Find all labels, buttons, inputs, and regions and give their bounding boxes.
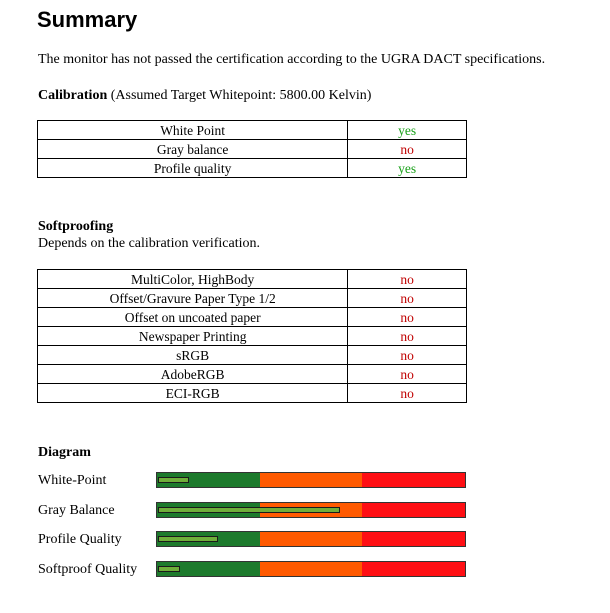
softproofing-table bbox=[37, 269, 467, 403]
softproofing-row-result: no bbox=[348, 289, 467, 308]
calibration-row-label: Profile quality bbox=[38, 159, 348, 178]
diagram-row-label: Softproof Quality bbox=[38, 562, 138, 577]
diagram-zone-red bbox=[362, 532, 465, 546]
calibration-row bbox=[38, 121, 467, 140]
calibration-title: Calibration bbox=[38, 88, 108, 103]
softproofing-row-label: MultiColor, HighBody bbox=[38, 270, 348, 289]
diagram-bar bbox=[156, 561, 466, 577]
softproofing-row bbox=[38, 270, 467, 289]
diagram-zone-orange bbox=[260, 562, 363, 576]
calibration-row-label: White Point bbox=[38, 121, 348, 140]
calibration-row bbox=[38, 140, 467, 159]
diagram-zone-red bbox=[362, 562, 465, 576]
softproofing-row-result: no bbox=[348, 346, 467, 365]
softproofing-row-label: ECI-RGB bbox=[38, 384, 348, 403]
diagram-zone-red bbox=[362, 503, 465, 517]
softproofing-row-result: no bbox=[348, 327, 467, 346]
softproofing-description: Depends on the calibration verification. bbox=[38, 236, 260, 251]
softproofing-row bbox=[38, 308, 467, 327]
diagram-bar bbox=[156, 502, 466, 518]
diagram-row-label: Gray Balance bbox=[38, 503, 115, 518]
diagram-zone-orange bbox=[260, 473, 363, 487]
diagram-bar bbox=[156, 472, 466, 488]
softproofing-row-label: Newspaper Printing bbox=[38, 327, 348, 346]
diagram-zone-orange bbox=[260, 532, 363, 546]
calibration-row-label: Gray balance bbox=[38, 140, 348, 159]
softproofing-row bbox=[38, 365, 467, 384]
calibration-row bbox=[38, 159, 467, 178]
calibration-table bbox=[37, 120, 467, 178]
calibration-row-result: no bbox=[348, 140, 467, 159]
softproofing-row-label: sRGB bbox=[38, 346, 348, 365]
softproofing-row-label: Offset on uncoated paper bbox=[38, 308, 348, 327]
softproofing-row bbox=[38, 384, 467, 403]
softproofing-row-result: no bbox=[348, 384, 467, 403]
softproofing-row-result: no bbox=[348, 270, 467, 289]
diagram-level-indicator bbox=[158, 566, 180, 572]
page-title: Summary bbox=[37, 7, 138, 32]
diagram-level-indicator bbox=[158, 536, 218, 542]
diagram-heading: Diagram bbox=[38, 445, 91, 460]
diagram-row-label: Profile Quality bbox=[38, 532, 122, 547]
diagram-row bbox=[0, 502, 610, 520]
diagram-level-indicator bbox=[158, 477, 189, 483]
diagram-row-label: White-Point bbox=[38, 473, 107, 488]
softproofing-row bbox=[38, 327, 467, 346]
calibration-heading bbox=[38, 87, 371, 105]
softproofing-row-label: Offset/Gravure Paper Type 1/2 bbox=[38, 289, 348, 308]
softproofing-heading: Softproofing bbox=[38, 219, 114, 234]
softproofing-row-result: no bbox=[348, 308, 467, 327]
diagram-bar bbox=[156, 531, 466, 547]
calibration-row-result: yes bbox=[348, 121, 467, 140]
summary-intro: The monitor has not passed the certification according to the UGRA DACT specifications. bbox=[38, 52, 546, 67]
diagram-zone-red bbox=[362, 473, 465, 487]
softproofing-row bbox=[38, 346, 467, 365]
diagram-row bbox=[0, 561, 610, 579]
calibration-subtitle: (Assumed Target Whitepoint: 5800.00 Kelvin) bbox=[110, 88, 372, 103]
diagram-level-indicator bbox=[158, 507, 340, 513]
softproofing-row-label: AdobeRGB bbox=[38, 365, 348, 384]
calibration-row-result: yes bbox=[348, 159, 467, 178]
diagram-row bbox=[0, 531, 610, 549]
softproofing-row bbox=[38, 289, 467, 308]
softproofing-row-result: no bbox=[348, 365, 467, 384]
diagram-row bbox=[0, 472, 610, 490]
